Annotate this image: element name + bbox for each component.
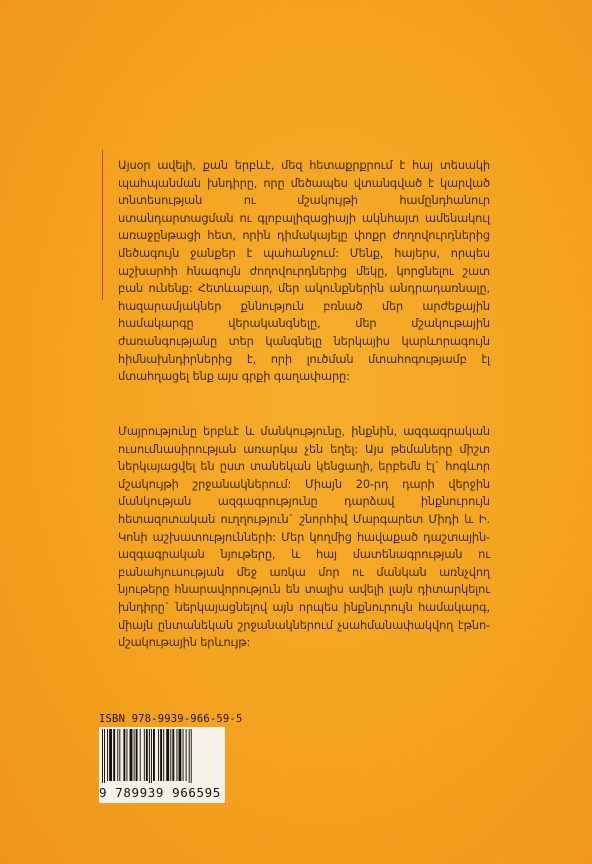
barcode-bar xyxy=(102,729,103,785)
description-paragraph-1: Այսօր ավելի, քան երբևէ, մեզ հետաքրքրում է հայ տեսակի պահպանման խնդիրը, որը մեծապես վտանգված է կարված տնտեսության ու մշակույթի համընդհանուր ստանդարտացման ու գլոբալիզացիայի ակնհայտ ամենակուլ առաջընթացի հետ, որին դիմակայելը փոքր ժողովուրդներից մեծագույն ջանքեր է պահանջում: Մենք, հայերս, որպես աշխարհի հնագույն ժողովուրդներից մեկը, կորցնելու շատ բան ունենք: Հետևաբար, մեր ակունքներին անդրադառնալը, հազարամյակներ քննություն բռնած մեր արժեքային համակարգը վերականգնելը, մեր մշակութային ժառանգությանը տեր կանգնելը ներկայիս կարևորագույն հիմնախնդիրներից է, որի լուծման մտահոգությամբ էլ մտահղացել ենք այս գրքի գաղափարը: xyxy=(118,158,490,384)
barcode-bar xyxy=(104,729,105,785)
barcode-bar xyxy=(166,729,169,781)
barcode-icon xyxy=(99,727,225,785)
barcode-bar xyxy=(176,729,177,781)
barcode-bar xyxy=(160,729,162,781)
barcode-bar xyxy=(113,729,115,781)
barcode-bar xyxy=(123,729,125,781)
barcode-bar xyxy=(186,729,187,781)
barcode-bar xyxy=(163,729,164,781)
barcode-bar xyxy=(153,729,155,781)
barcode-bar xyxy=(172,729,174,781)
barcode-bar xyxy=(183,729,184,781)
barcode-bar xyxy=(117,729,118,781)
barcode-number: 9 789939 966595 xyxy=(99,783,225,803)
barcode-bar xyxy=(136,729,138,781)
accent-rule xyxy=(102,150,103,300)
barcode-bar xyxy=(119,729,120,781)
barcode-bar xyxy=(189,729,190,785)
barcode-bar xyxy=(134,729,135,781)
barcode-bar xyxy=(179,729,182,781)
barcode-bar xyxy=(109,729,112,781)
barcode-bar xyxy=(107,729,108,781)
barcode-bar xyxy=(140,729,141,781)
barcode-bar xyxy=(151,729,152,785)
isbn-label: ISBN 978-9939-966-59-5 xyxy=(99,713,243,725)
description-paragraph-2: Մայրությունը երբևէ և մանկությունը, ինքնին, ազգագրական ուսումնասիրության առարկա չեն եղել: Այս թեմաները միշտ ներկայացվել են ըստ տանեկան կենցաղի, երբեմն էլ` հոգևոր մշակույթի շրջանակներում: Միայն 20-րդ դարի վերջին մանկության ազգագրությունը դարձավ ինքնուրույն հետազոտական ուղղություն` շնորհիվ Մարգարետ Միդի և Ի. Կոնի աշխատությունների: Մեր կողմից հավաքած դաշտային-ազգագրական նյութերը, և հայ մատենագրության ու բանահյուսության մեջ առկա մոր ու մանկան առնչվող նյութերը հնարավորություն են տալիս ավելի լայն դիտարկելու խնդիրը` ներկայացնելով այն որպես ինքնուրույն համակարգ, միայն ընտանեկան շրջանակներում չսահմանափակվող էթնո-մշակութային երևույթ: xyxy=(118,424,490,650)
barcode-bar xyxy=(149,729,150,785)
barcode-bar xyxy=(126,729,127,781)
barcode-bar xyxy=(170,729,171,781)
barcode-bar xyxy=(130,729,133,781)
barcode-bar xyxy=(144,729,145,781)
barcode-bar xyxy=(158,729,159,781)
barcode-bar xyxy=(191,729,192,785)
barcode-bar xyxy=(146,729,148,781)
